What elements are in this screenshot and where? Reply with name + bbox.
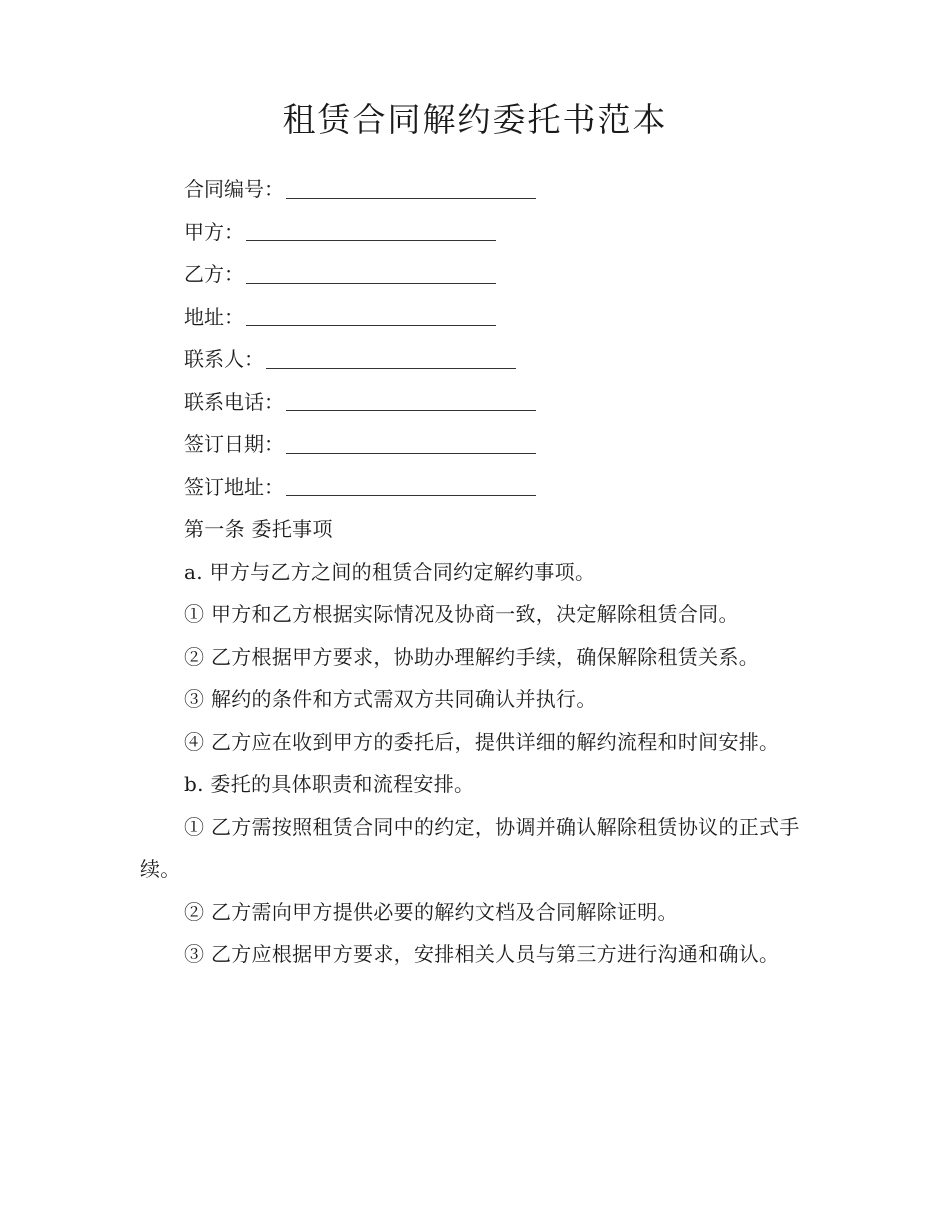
field-label: 签订地址： bbox=[184, 474, 284, 499]
field-contact-person bbox=[184, 338, 824, 381]
signing-address-blank bbox=[286, 473, 536, 496]
field-label: 联系电话： bbox=[184, 389, 284, 414]
clause-b-item-3: ③ 乙方应根据甲方要求，安排相关人员与第三方进行沟通和确认。 bbox=[184, 942, 780, 966]
party-b-blank bbox=[246, 261, 496, 284]
field-label: 合同编号： bbox=[184, 177, 284, 202]
clause-b: b. 委托的具体职责和流程安排。 bbox=[184, 772, 475, 796]
article-heading: 第一条 委托事项 bbox=[184, 517, 333, 541]
document-title: 租赁合同解约委托书范本 bbox=[282, 100, 668, 139]
field-label: 联系人： bbox=[184, 347, 264, 372]
contract-number-blank bbox=[286, 176, 536, 199]
field-label: 乙方： bbox=[184, 262, 244, 287]
document-body bbox=[140, 508, 808, 976]
clause-b-item-1: ① 乙方需按照租赁合同中的约定，协调并确认解除租赁协议的正式手续。 bbox=[140, 814, 800, 881]
clause-a-item-1: ① 甲方和乙方根据实际情况及协商一致，决定解除租赁合同。 bbox=[184, 602, 739, 626]
field-signing-address bbox=[184, 466, 824, 509]
party-a-blank bbox=[246, 218, 496, 241]
contact-phone-blank bbox=[286, 388, 536, 411]
field-party-a bbox=[184, 211, 824, 254]
field-label: 签订日期： bbox=[184, 432, 284, 457]
signing-date-blank bbox=[286, 431, 536, 454]
field-address bbox=[184, 296, 824, 339]
clause-a: a. 甲方与乙方之间的租赁合同约定解约事项。 bbox=[184, 559, 596, 584]
clause-a-item-3: ③ 解约的条件和方式需双方共同确认并执行。 bbox=[184, 687, 597, 711]
field-signing-date bbox=[184, 423, 824, 466]
clause-b-item-2: ② 乙方需向甲方提供必要的解约文档及合同解除证明。 bbox=[184, 899, 678, 924]
field-label: 甲方： bbox=[184, 219, 244, 244]
clause-a-item-4: ④ 乙方应在收到甲方的委托后，提供详细的解约流程和时间安排。 bbox=[184, 729, 780, 754]
clause-a-item-2: ② 乙方根据甲方要求，协助办理解约手续，确保解除租赁关系。 bbox=[184, 644, 760, 669]
field-party-b bbox=[184, 253, 824, 296]
field-contract-number bbox=[184, 168, 824, 211]
field-label: 地址： bbox=[184, 304, 244, 329]
contact-person-blank bbox=[266, 346, 516, 369]
field-contact-phone bbox=[184, 381, 824, 424]
contract-fields bbox=[184, 168, 824, 508]
address-blank bbox=[246, 303, 496, 326]
